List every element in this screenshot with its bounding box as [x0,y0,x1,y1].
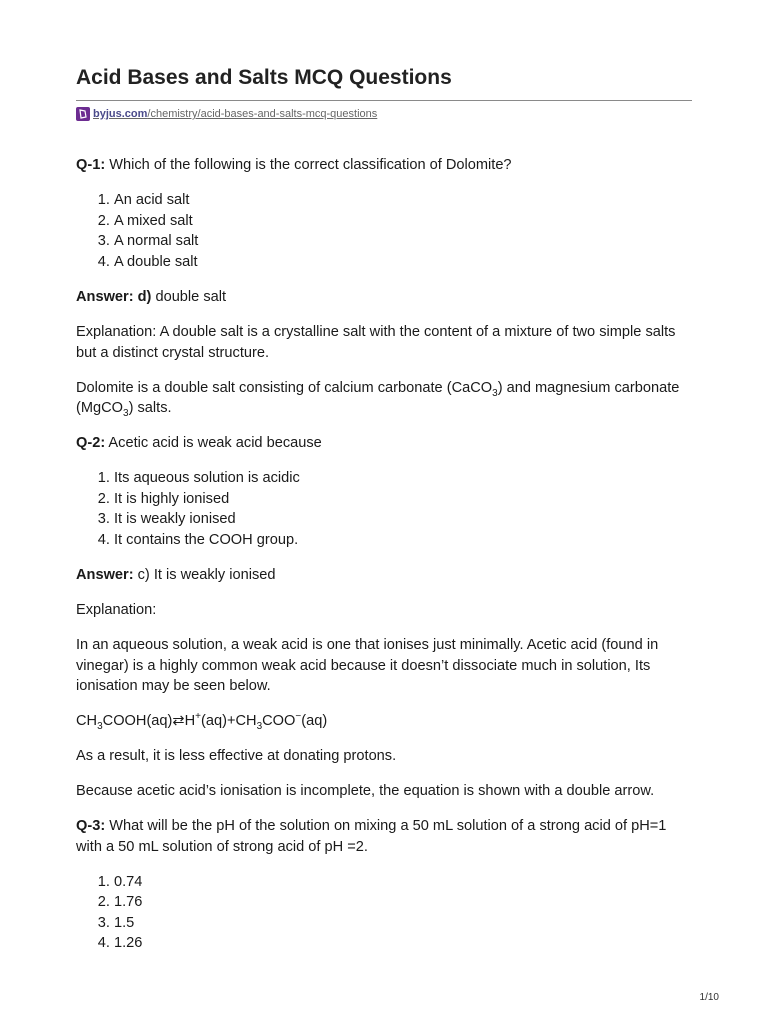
question-2-text: Acetic acid is weak acid because [105,435,322,451]
answer-2-text: c) It is weakly ionised [133,567,276,583]
question-2-label: Q-2: [76,435,106,451]
byjus-logo-icon [76,107,90,121]
subscript: 3 [97,720,103,732]
question-3-options [76,872,692,954]
eq-part: CH [76,713,98,729]
question-3-label: Q-3: [76,818,106,834]
dolomite-text-a: Dolomite is a double salt consisting of calcium carbonate (CaCO [76,379,493,396]
question-2 [76,433,692,454]
question-1 [76,155,692,176]
answer-1 [76,287,692,308]
option-item: 1. 0.74 [114,872,692,893]
eq-part: COOH(aq)⇄H [102,713,196,729]
option-item: 3. 1.5 [114,913,692,934]
answer-1-text: double salt [151,289,227,305]
answer-2 [76,565,692,586]
question-1-label: Q-1: [76,157,106,173]
ionisation-equation [76,711,692,732]
superscript: − [295,711,302,723]
option-item: 1. An acid salt [114,190,692,211]
explanation-1: Explanation: A double salt is a crystalline salt with the content of a mixture of two simple salts but a distinct crystal structure. [76,324,676,361]
question-1-text: Which of the following is the correct classification of Dolomite? [105,157,512,173]
option-item: 4. It contains the COOH group. [114,530,692,551]
question-3-text: What will be the pH of the solution on mixing a 50 mL solution of a strong acid of pH=1 with a 50 mL solution of strong acid of pH =2. [76,818,667,855]
page-title: Acid Bases and Salts MCQ Questions [76,66,452,89]
source-link-row [76,107,377,121]
dolomite-text-c: ) salts. [128,400,172,416]
source-link[interactable] [93,108,377,120]
eq-part: (aq)+CH [201,713,257,729]
option-item: 3. A normal salt [114,231,692,252]
option-item: 2. 1.76 [114,892,692,913]
eq-part: (aq) [301,713,328,729]
eq-part: COO [262,713,296,729]
subscript: 3 [123,407,129,419]
result-note: As a result, it is less effective at donating protons. [76,748,397,764]
option-item: 4. 1.26 [114,933,692,954]
question-3 [76,816,692,857]
option-item: 1. Its aqueous solution is acidic [114,468,692,489]
question-2-options [76,468,692,550]
answer-1-label: Answer: d) [76,289,152,305]
question-1-options [76,190,692,272]
dolomite-text-b: ) and magnesium carbonate (MgCO [76,379,680,416]
option-item: 3. It is weakly ionised [114,509,692,530]
explanation-2-heading: Explanation: [76,602,157,618]
answer-2-label: Answer: [76,567,134,583]
option-item: 2. It is highly ionised [114,489,692,510]
subscript: 3 [492,387,498,399]
superscript: + [195,711,202,723]
page-number: 1/10 [699,992,719,1003]
option-item: 4. A double salt [114,252,692,273]
document-body [76,155,692,969]
source-domain: byjus.com [93,108,148,120]
double-arrow-note: Because acetic acid’s ionisation is incomplete, the equation is shown with a double arrow. [76,783,655,799]
dolomite-note [76,378,692,419]
option-item: 2. A mixed salt [114,211,692,232]
subscript: 3 [256,720,263,732]
source-path: /chemistry/acid-bases-and-salts-mcq-questions [147,108,378,120]
explanation-2: In an aqueous solution, a weak acid is one that ionises just minimally. Acetic acid (found in vinegar) is a highly common weak acid because it doesn’t dissociate much in solution, Its ionisation may be seen below. [76,637,659,694]
title-divider [76,100,692,101]
